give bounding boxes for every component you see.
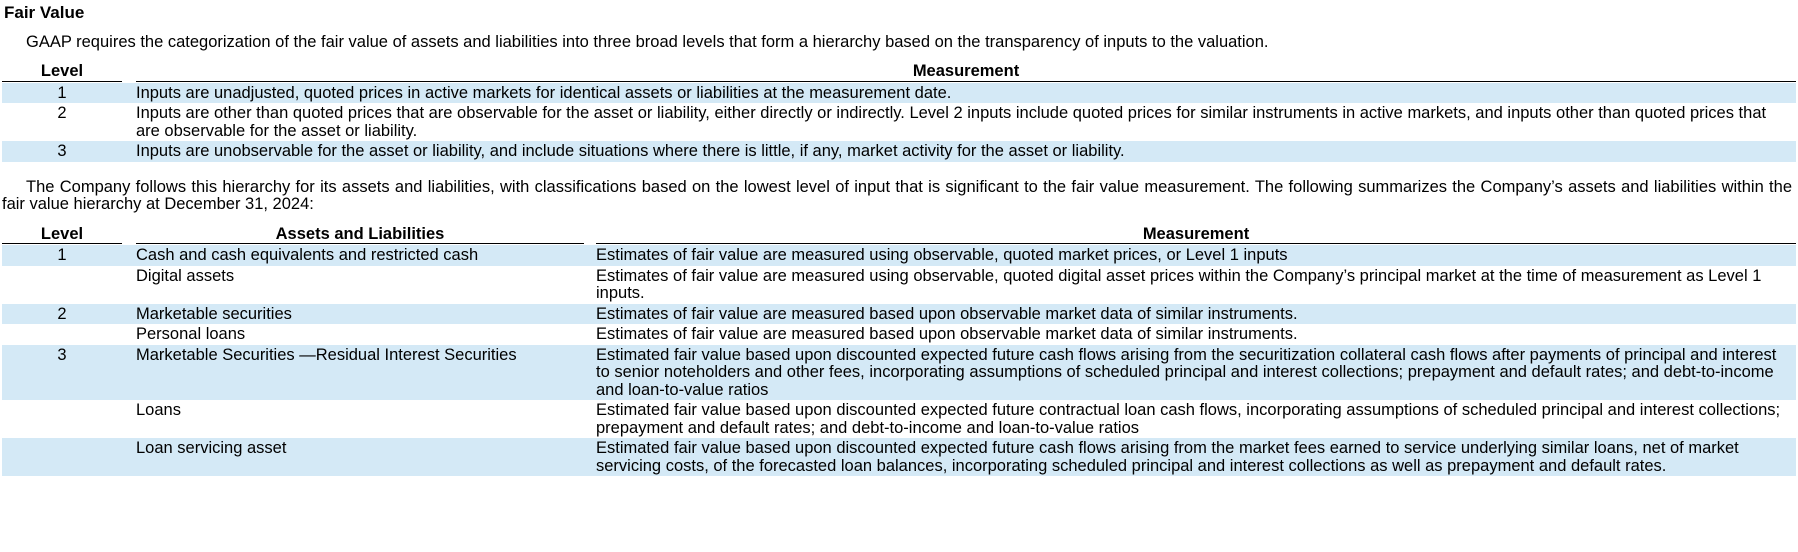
measurement-cell: Inputs are unadjusted, quoted prices in active markets for identical assets or liabilities at the measurement date. xyxy=(122,83,1796,104)
table-row xyxy=(2,83,1796,104)
assets-table-header xyxy=(2,225,1796,246)
table-row xyxy=(2,245,1796,266)
table-row xyxy=(2,141,1796,162)
measurement-cell: Estimates of fair value are measured based upon observable market data of similar instruments. xyxy=(596,325,1298,343)
asset-cell: Digital assets xyxy=(136,266,235,285)
measurement-cell: Inputs are unobservable for the asset or liability, and include situations where there is little, if any, market activity for the asset or liability. xyxy=(122,141,1796,162)
table-row xyxy=(2,438,1796,476)
asset-cell: Personal loans xyxy=(136,325,246,343)
asset-cell: Marketable securities xyxy=(122,304,584,325)
asset-cell: Cash and cash equivalents and restricted cash xyxy=(122,245,584,266)
levels-table-header xyxy=(2,62,1796,83)
table-row xyxy=(2,400,1796,438)
measurement-cell: Estimates of fair value are measured using observable, quoted digital asset prices within the Company’s principal market at the time of measurement as Level 1 inputs. xyxy=(596,266,1762,302)
table-row xyxy=(2,324,1796,345)
asset-cell: Marketable Securities —Residual Interest Securities xyxy=(122,345,584,401)
asset-cell: Loans xyxy=(136,401,181,419)
summary-paragraph: The Company follows this hierarchy for its assets and liabilities, with classifications based on the lowest level of input that is significant to the fair value measurement. The following summarizes the Company’s assets and liabilities within the fair value hierarchy at December 31, 2024: xyxy=(2,177,1792,213)
level-cell: 3 xyxy=(2,141,122,162)
level-cell xyxy=(2,400,122,438)
asset-cell: Loan servicing asset xyxy=(122,438,584,476)
level-cell: 2 xyxy=(57,104,67,122)
assets-column-header: Assets and Liabilities xyxy=(122,225,584,246)
section-title: Fair Value xyxy=(4,3,85,22)
table-row xyxy=(2,103,1796,141)
level-cell: 3 xyxy=(2,345,122,401)
table-row xyxy=(2,266,1796,304)
table-row xyxy=(2,345,1796,401)
measurement-cell: Estimated fair value based upon discounted expected future contractual loan cash flows, incorporating assumptions of scheduled principal and interest collections; prepayment and default rates; and debt-to-income and loan-to-value ratios xyxy=(596,401,1781,437)
measurement-cell: Estimated fair value based upon discounted expected future cash flows arising from the securitization collateral cash flows after payments of principal and interest to senior noteholders and other fees, incorporating assumptions of scheduled principal and interest collections; prepayment and default rates; and debt-to-income and loan-to-value ratios xyxy=(584,345,1796,401)
measurement-column-header: Measurement xyxy=(122,62,1796,83)
levels-table xyxy=(2,62,1796,162)
level-column-header: Level xyxy=(2,225,122,246)
level-column-header: Level xyxy=(2,62,122,83)
level-cell xyxy=(2,438,122,476)
measurement-cell: Inputs are other than quoted prices that are observable for the asset or liability, either directly or indirectly. Level 2 inputs include quoted prices for similar instruments in active markets, and inputs other than quoted prices that are observable for the asset or liability. xyxy=(136,104,1767,140)
measurement-cell: Estimated fair value based upon discounted expected future cash flows arising from the market fees earned to service underlying similar loans, net of market servicing costs, of the forecasted loan balances, incorporating scheduled principal and interest collections as well as prepayment and default rates. xyxy=(584,438,1796,476)
level-cell: 1 xyxy=(2,245,122,266)
measurement-cell: Estimates of fair value are measured based upon observable market data of similar instruments. xyxy=(584,304,1796,325)
table-row xyxy=(2,304,1796,325)
level-cell: 1 xyxy=(2,83,122,104)
level-cell xyxy=(2,324,122,345)
measurement-column-header: Measurement xyxy=(584,225,1796,246)
level-cell: 2 xyxy=(2,304,122,325)
level-cell xyxy=(2,266,122,304)
assets-table xyxy=(2,225,1796,477)
intro-paragraph: GAAP requires the categorization of the fair value of assets and liabilities into three broad levels that form a hierarchy based on the transparency of inputs to the valuation. xyxy=(26,32,1269,51)
measurement-cell: Estimates of fair value are measured using observable, quoted market prices, or Level 1 inputs xyxy=(584,245,1796,266)
